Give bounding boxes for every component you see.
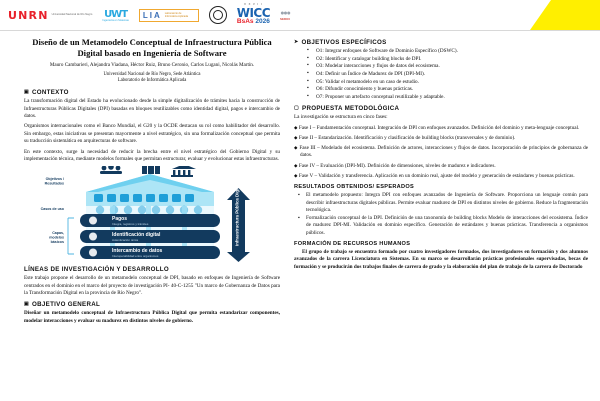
right-column	[292, 35, 592, 401]
objetivo-general-heading-label: OBJETIVO GENERAL	[32, 301, 101, 309]
phase-2	[294, 135, 588, 142]
formacion-paragraph: El grupo de trabajo se encuentra formado por cuatro investigadores formados, dos investigadores en formación y dos alumnos avanzados de la carrera Licenciatura en Sistemas. En su marco se desarrollarán prácticas profesionales supervisadas, becas de formación y se producirán dos trabajos finales de carrera de grado y la elaboración del plan de trabajo de la carrera de Doctorado	[294, 248, 588, 270]
poster-columns	[0, 31, 600, 401]
phase-1	[294, 125, 588, 132]
affiliation-line-1: Universidad Nacional de Río Negro, Sede Atlántica	[103, 72, 201, 78]
sedici-label: SEDICI	[280, 16, 291, 21]
section-heading-formacion	[294, 241, 588, 247]
phase-4-text: Fase IV – Evaluación (DPI-MI). Definición de dimensiones, niveles de madurez e indicadores.	[298, 162, 496, 169]
section-heading-resultados	[294, 184, 588, 190]
logo-sedici	[280, 10, 290, 21]
logo-lia	[139, 9, 199, 22]
svg-text:Interoperabilidad entre organi: Interoperabilidad entre organismos	[112, 254, 159, 259]
building-icon	[142, 166, 147, 174]
wicc-year-number: 2026	[255, 18, 270, 26]
phase-2-text: Fase II – Estandarización. Identificación y clasificación de building blocks (transversales y de dominio).	[298, 134, 516, 141]
objetivos-especificos-list	[294, 48, 588, 101]
contexto-paragraph-1: La transformación digital del Estado ha evolucionado desde la simple digitalización de trámites hacia la construcción de Infraestructuras Públicas Digitales (DPI) basadas en bloques reutilizables como identidad digital, pagos e intercambio de datos.	[24, 98, 280, 120]
resultados-heading-label: RESULTADOS OBTENIDOS/ ESPERADOS	[294, 184, 415, 191]
sedici-dots-icon: ●●●	[280, 9, 290, 17]
phase-3-text: Fase III – Modelado del ecosistema. Definición de actores, interacciones y flujos de datos. Incorporación de principios de gobernanza de datos.	[299, 145, 588, 159]
redunci-icon	[209, 6, 227, 24]
diamond-bullet-icon: ◆	[294, 162, 298, 168]
logo-uwt	[102, 9, 129, 22]
phase-4	[294, 163, 588, 170]
diagram-label-top: Objetivos /	[45, 177, 64, 182]
svg-text:Integra, registros y trámites: Integra, registros y trámites	[112, 222, 149, 227]
svg-text:modelos: modelos	[49, 235, 64, 240]
svg-text:Intercambio de datos: Intercambio de datos	[112, 248, 163, 255]
unrn-wordmark: UNRN	[8, 8, 49, 22]
svg-text:Autenticación única: Autenticación única	[112, 238, 139, 243]
section-heading-propuesta	[294, 105, 588, 112]
uwt-subtitle: Ingeniería en Sistemas	[102, 18, 129, 22]
svg-text:Identificación digital: Identificación digital	[112, 232, 161, 239]
section-heading-objetivo-general	[24, 301, 280, 308]
lineas-heading-label: LÍNEAS DE INVESTIGACIÓN Y DESARROLLO	[24, 266, 169, 274]
wicc-wordmark: WICC	[236, 6, 271, 21]
government-icon	[172, 166, 196, 169]
logo-strip	[0, 4, 600, 25]
phase-5	[294, 173, 588, 180]
affiliation	[24, 72, 280, 84]
list-item: ▪ O1: Integrar enfoques de Software de Dominio Específico (DSWC).	[316, 48, 588, 55]
poster-title: Diseño de un Metamodelo Conceptual de Infraestructura Pública Digital basado en Ingeniería de Software	[32, 37, 272, 58]
logo-wicc	[237, 4, 270, 25]
wicc-year-city: BsAs	[236, 18, 254, 26]
formacion-heading-label: FORMACIÓN DE RECURSOS HUMANOS	[294, 240, 411, 247]
objetivos-especificos-heading-label: OBJETIVOS ESPECÍFICOS	[301, 39, 387, 46]
square-bullet-icon: ▣	[24, 301, 30, 308]
building-block-identificacion	[80, 230, 220, 243]
pin-icon: ➤	[294, 39, 299, 45]
building-block-intercambio	[80, 246, 220, 259]
phase-1-text: Fase I – Fundamentación conceptual. Integración de DPI con enfoques avanzados. Definición del dominio y meta-lenguaje conceptual.	[298, 124, 580, 131]
wicc-edition: X X V I I	[244, 3, 263, 7]
diagram-label-bottom: Capas,	[52, 231, 64, 236]
list-item: ▪ O6: Difundir conocimiento y buenas prácticas.	[316, 86, 588, 93]
diagram-label-middle: Casos de uso	[40, 207, 64, 212]
list-item: ▪ O2: Identificar y catalogar building blocks de DPI.	[316, 56, 588, 63]
affiliation-line-2: Laboratorio de Informática Aplicada	[117, 78, 187, 84]
bracket-connector	[68, 218, 74, 254]
resultados-list	[294, 192, 588, 237]
diamond-bullet-icon: ◆	[294, 172, 298, 178]
building-block-pagos	[80, 214, 220, 227]
left-column	[6, 35, 284, 401]
phase-5-text: Fase V – Validación y transferencia. Aplicación en un dominio real, ajuste del modelo y generación de estándares y buenas prácticas.	[298, 172, 575, 179]
list-item: ▪ O4: Definir un Índice de Madurez de DPI (DPI-MI).	[316, 71, 588, 78]
list-item: ▪ Formalización conceptual de la DPI. Definición de una taxonomía de building blocks Modelo de interacciones del ecosistema. Índice de madurez DPI-MI. Validación en dominio específico. Generación de estándares y buenas prácticas. Transferencia a organismos públicos.	[306, 215, 588, 237]
section-heading-objetivos-especificos	[294, 39, 588, 46]
objetivo-general-paragraph: Diseñar un metamodelo conceptual de Infraestructura Pública Digital que permita estandarizar componentes, modelar interacciones y evaluar su madurez en distintos niveles de gobierno.	[24, 310, 280, 324]
dpi-arrow	[227, 184, 250, 262]
list-item: ▪ El metamodelo propuesto: Integra DPI con enfoques avanzados de Ingeniería de Software. Proporciona un lenguaje común para describir infraestructuras digitales públicas. Permite evaluar madurez de DPI en distintos niveles de gobierno. Reduce la fragmentación tecnológica.	[306, 192, 588, 214]
svg-text:Infraestructura Pública Digita: Infraestructura Pública Digital	[234, 183, 240, 247]
contexto-heading-label: CONTEXTO	[32, 89, 69, 97]
propuesta-heading-label: PROPUESTA METODOLÓGICA	[302, 105, 400, 113]
list-item: ▪ O5: Validar el metamodelo en un caso de estudio.	[316, 79, 588, 86]
list-item: ▪ O7: Proponer un artefacto conceptual reutilizable y adaptable.	[316, 94, 588, 101]
section-heading-contexto	[24, 89, 280, 96]
phase-3	[294, 145, 588, 160]
dpi-architecture-diagram	[24, 166, 280, 262]
author-list: Mauro Cambarieri, Alejandra Viadana, Héctor Ruiz, Bruno Ceronio, Carlos Lugani, Nicolás Martín.	[49, 62, 255, 69]
lia-subtitle: Laboratorio de Informática Aplicada	[164, 11, 189, 18]
contexto-paragraph-2: Organismos internacionales como el Banco Mundial, el G20 y la OCDE destacan su rol como habilitador del desarrollo. Sin embargo, estas iniciativas se presentan mayormente a nivel estratégico, sin una formalización conceptual que permita su traducción sistemática en arquitecturas de software.	[24, 123, 280, 145]
lineas-paragraph-1: Este trabajo propone el desarrollo de un metamodelo conceptual de DPI, basado en enfoques de Ingeniería de Software centrados en el dominio en el marco del proyecto de investigación PI- 40-C-1255 "Un marco de Gobernanza de Datos para la Transformación Digital en la provincia de Río Negro".	[24, 275, 280, 297]
poster-header	[0, 0, 600, 31]
square-bullet-icon: ▢	[294, 105, 300, 112]
svg-text:básicos: básicos	[50, 240, 64, 245]
contexto-paragraph-3: En este contexto, surge la necesidad de reducir la brecha entre el nivel estratégico del Gobierno Digital y su implementación técnica, mediante modelos formales que permitan estructurar, evaluar y evolucionar estas infraestructuras.	[24, 148, 280, 162]
wicc-year	[237, 19, 270, 26]
unrn-subtitle: Universidad Nacional de Río Negro	[51, 13, 93, 17]
svg-text:Pagos: Pagos	[112, 216, 128, 223]
uwt-wordmark: UWT	[104, 8, 128, 20]
svg-text:Resultados: Resultados	[44, 181, 64, 186]
propuesta-intro: La investigación se estructura en cinco fases:	[294, 114, 388, 121]
lia-wordmark: LIA	[142, 10, 162, 20]
diamond-bullet-icon: ◆	[294, 134, 298, 140]
logo-unrn	[8, 9, 92, 22]
diamond-bullet-icon: ◆	[294, 145, 298, 151]
diamond-bullet-icon: ◆	[294, 124, 298, 130]
list-item: ▪ O3: Modelar interacciones y flujos de datos del ecosistema.	[316, 63, 588, 70]
section-heading-lineas	[24, 266, 280, 273]
people-icon	[102, 166, 107, 170]
square-bullet-icon: ▣	[24, 89, 30, 96]
